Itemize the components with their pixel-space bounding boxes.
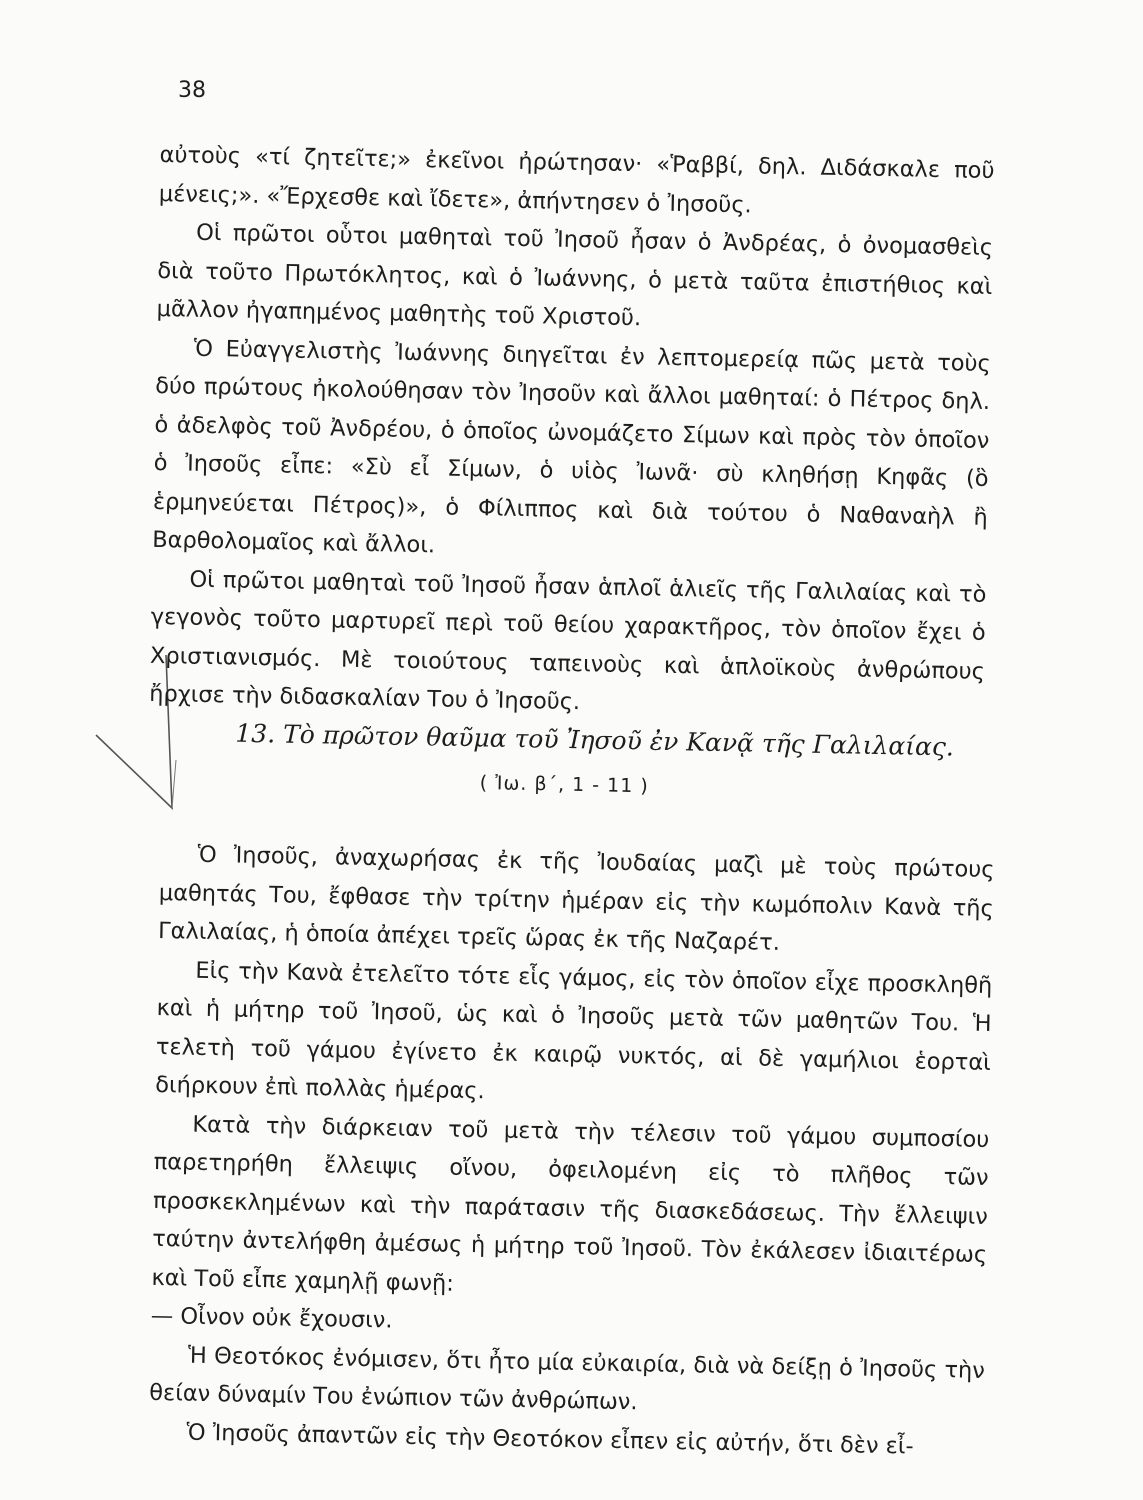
- paragraph: αὐτοὺς «τί ζητεῖτε;» ἐκεῖνοι ἠρώτησαν· «Ῥαββί, δηλ. Διδάσκαλε ποῦ μένεις;». «Ἔρχεσθε καὶ ἴδετε», ἀπήντησεν ὁ Ἰησοῦς.: [158, 141, 995, 218]
- scripture-reference: ( Ἰω. β΄, 1 - 11 ): [479, 772, 650, 798]
- text-block-top: [149, 136, 995, 729]
- paragraph: Κατὰ τὴν διάρκειαν τοῦ μετὰ τὴν τέλεσιν τοῦ γάμου συμποσίου παρετηρήθη ἔλλειψις οἴνου, ὀφειλομένη εἰς τὸ πλῆθος τῶν προσκεκλημένων καὶ τὴν παράτασιν τῆς διασκεδάσεως. Τὴν ἔλλειψιν ταύτην ἀντελήφθη ἀμέσως ἡ μήτηρ τοῦ Ἰησοῦ. Τὸν ἐκάλεσεν ἰδιαιτέρως καὶ Τοῦ εἶπε χαμηλῇ φωνῇ:: [151, 1111, 990, 1297]
- paragraph: Ὁ Ἰησοῦς, ἀναχωρήσας ἐκ τῆς Ἰουδαίας μαζὶ μὲ τοὺς πρώτους μαθητάς Του, ἔφθασε τὴν τρίτην ἡμέραν εἰς τὴν κωμόπολιν Κανὰ τῆς Γαλιλαίας, ἡ ὁποία ἀπέχει τρεῖς ὥρας ἐκ τῆς Ναζαρέτ.: [157, 841, 995, 956]
- paragraph: Ὁ Εὐαγγελιστὴς Ἰωάννης διηγεῖται ἐν λεπτομερείᾳ πῶς μετὰ τοὺς δύο πρώτους ἠκολούθησαν τὸν Ἰησοῦν καὶ ἄλλοι μαθηταί: ὁ Πέτρος δηλ. ὁ ἀδελφὸς τοῦ Ἀνδρέου, ὁ ὁποῖος ὠνομάζετο Σίμων καὶ πρὸς τὸν ὁποῖον ὁ Ἰησοῦς εἶπε: «Σὺ εἶ Σίμων, ὁ υἱὸς Ἰωνᾶ· σὺ κληθήσῃ Κηφᾶς (ὃ ἑρμηνεύεται Πέτρος)», ὁ Φίλιππος καὶ διὰ τούτου ὁ Ναθαναὴλ ἢ Βαρθολομαῖος καὶ ἄλλοι.: [151, 335, 992, 559]
- paragraph: Οἱ πρῶτοι μαθηταὶ τοῦ Ἰησοῦ ἦσαν ἁπλοῖ ἁλιεῖς τῆς Γαλιλαίας καὶ τὸ γεγονὸς τοῦτο μαρτυρεῖ περὶ τοῦ θείου χαρακτῆρος, τὸν ὁποῖον ἔχει ὁ Χριστιανισμός. Μὲ τοιούτους ταπεινοὺς καὶ ἁπλοϊκοὺς ἀνθρώπους ἤρχισε τὴν διδασκαλίαν Του ὁ Ἰησοῦς.: [149, 566, 987, 716]
- page-number: 38: [178, 78, 206, 103]
- paragraph: Ἡ Θεοτόκος ἐνόμισεν, ὅτι ἦτο μία εὐκαιρία, διὰ νὰ δείξῃ ὁ Ἰησοῦς τὴν θείαν δύναμίν Του ἐνώπιον τῶν ἀνθρώπων.: [149, 1342, 986, 1416]
- paragraph: Ὁ Ἰησοῦς ἀπαντῶν εἰς τὴν Θεοτόκον εἶπεν εἰς αὐτήν, ὅτι δὲν εἶ-: [186, 1419, 914, 1460]
- paragraph: Εἰς τὴν Κανὰ ἐτελεῖτο τότε εἷς γάμος, εἰς τὸν ὁποῖον εἶχε προσκληθῆ καὶ ἡ μήτηρ τοῦ Ἰησοῦ, ὡς καὶ ὁ Ἰησοῦς μετὰ τῶν μαθητῶν Του. Ἡ τελετὴ τοῦ γάμου ἐγίνετο ἐκ καιρῷ νυκτός, αἱ δὲ γαμήλιοι ἑορταὶ διήρκουν ἐπὶ πολλὰς ἡμέρας.: [154, 957, 993, 1105]
- text-block-bottom: [148, 835, 995, 1467]
- paragraph: Οἱ πρῶτοι οὗτοι μαθηταὶ τοῦ Ἰησοῦ ἦσαν ὁ Ἀνδρέας, ὁ ὀνομασθεὶς διὰ τοῦτο Πρωτόκλητος, καὶ ὁ Ἰωάννης, ὁ μετὰ ταῦτα ἐπιστήθιος καὶ μᾶλλον ἠγαπημένος μαθητὴς τοῦ Χριστοῦ.: [156, 219, 994, 332]
- dialogue-line: — Οἶνον οὐκ ἔχουσιν.: [150, 1302, 393, 1334]
- section-heading: 13. Τὸ πρῶτον θαῦμα τοῦ Ἰησοῦ ἐν Κανᾷ τῆς Γαλιλαίας.: [235, 718, 955, 762]
